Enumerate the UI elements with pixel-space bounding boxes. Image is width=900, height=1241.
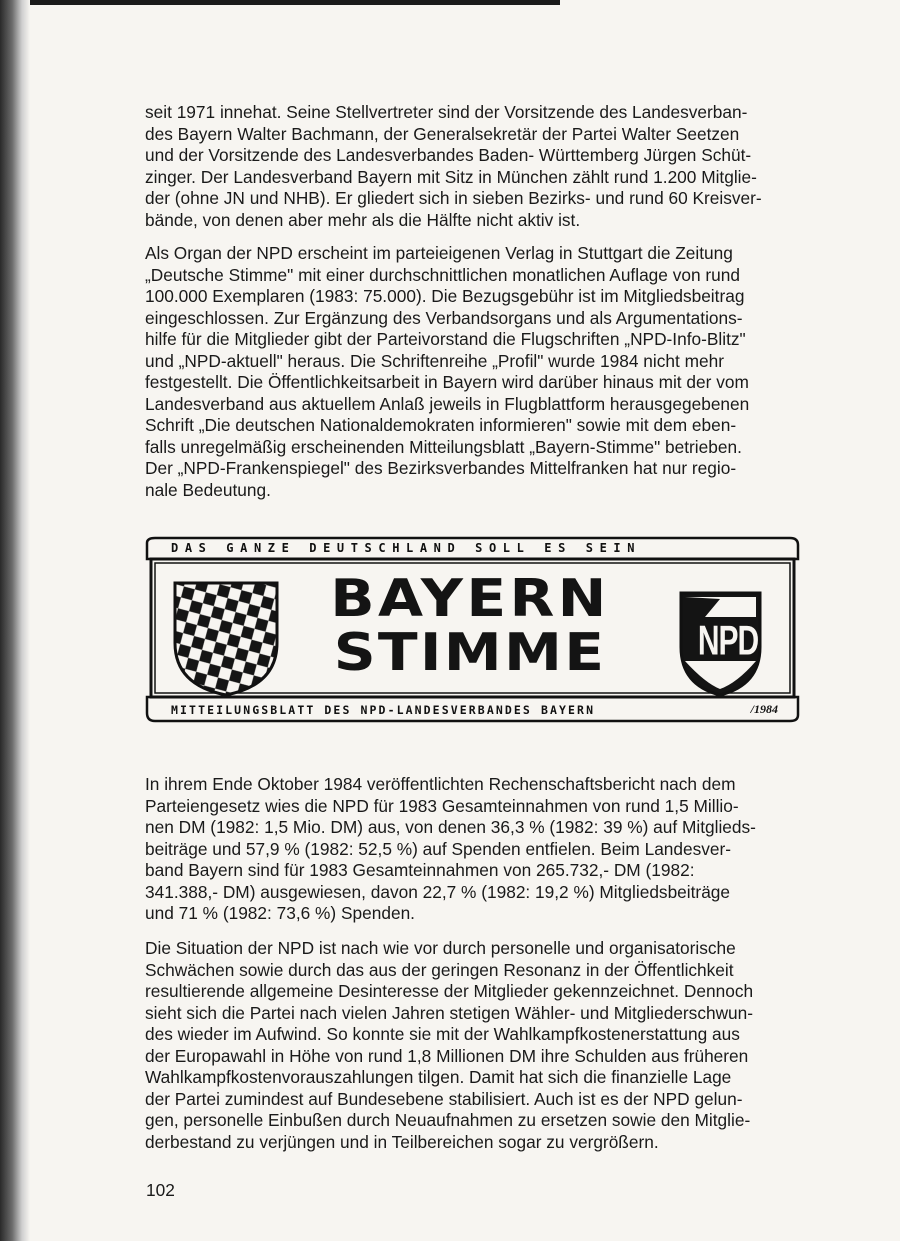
bavaria-shield-icon (175, 583, 277, 695)
paragraph-line: hilfe für die Mitglieder gibt der Parteivorstand die Flugschriften „NPD-Info-Blitz" (145, 329, 746, 349)
paragraph-3 (145, 774, 799, 925)
page-top-edge (0, 0, 560, 5)
masthead-title-line2: STIMME (333, 623, 607, 683)
paragraph-line: Die Situation der NPD ist nach wie vor durch personelle und organisatorische (145, 938, 736, 958)
masthead-year-note: /1984 (750, 702, 778, 716)
paragraph-line: 100.000 Exemplaren (1983: 75.000). Die Bezugsgebühr ist im Mitgliedsbeitrag (145, 286, 745, 306)
paragraph-line: und 71 % (1982: 73,6 %) Spenden. (145, 903, 415, 923)
paragraph-line: band Bayern sind für 1983 Gesamteinnahmen von 265.732,- DM (1982: (145, 860, 695, 880)
paragraph-line: derbestand zu verjüngen und in Teilbereichen sogar zu vergrößern. (145, 1131, 659, 1152)
paragraph-line: sieht sich die Partei nach vielen Jahren stetigen Wähler- und Mitgliederschwun- (145, 1002, 754, 1023)
paragraph-1 (145, 102, 799, 231)
masthead-title-line1: BAYERN (330, 569, 610, 629)
paragraph-line: seit 1971 innehat. Seine Stellvertreter sind der Vorsitzende des Landesverban- (145, 102, 748, 122)
paragraph-line: falls unregelmäßig erscheinenden Mitteilungsblatt „Bayern-Stimme" betrieben. (145, 436, 742, 457)
paragraph-line: der Europawahl in Höhe von rund 1,8 Millionen DM ihre Schulden aus früheren (145, 1045, 749, 1066)
paragraph-line: nale Bedeutung. (145, 479, 271, 500)
paragraph-line: „Deutsche Stimme" mit einer durchschnittlichen monatlichen Auflage von rund (145, 264, 740, 285)
paragraph-line: Schwächen sowie durch das aus der geringen Resonanz in der Öffentlichkeit (145, 959, 734, 980)
paragraph-line: nen DM (1982: 1,5 Mio. DM) aus, von denen 36,3 % (1982: 39 %) auf Mitglieds- (145, 817, 756, 837)
masthead-slogan: DAS GANZE DEUTSCHLAND SOLL ES SEIN (171, 541, 642, 555)
paragraph-line: Der „NPD-Frankenspiegel" des Bezirksverbandes Mittelfranken hat nur regio- (145, 458, 737, 478)
paragraph-line: eingeschlossen. Zur Ergänzung des Verbandsorgans und als Argumentations- (145, 307, 743, 328)
paragraph-line: gen, personelle Einbußen durch Neuaufnahmen zu ersetzen sowie den Mitglie- (145, 1110, 751, 1130)
paragraph-2 (145, 243, 799, 501)
npd-emblem-label: NPD (697, 618, 759, 665)
paragraph-line: zinger. Der Landesverband Bayern mit Sitz in München zählt rund 1.200 Mitglie- (145, 166, 757, 187)
bayern-stimme-masthead (145, 535, 800, 723)
paragraph-line: Schrift „Die deutschen Nationaldemokraten informieren" sowie mit dem eben- (145, 415, 737, 435)
paragraph-line: festgestellt. Die Öffentlichkeitsarbeit in Bayern wird darüber hinaus mit der vom (145, 372, 749, 392)
paragraph-line: der (ohne JN und NHB). Er gliedert sich in sieben Bezirks- und rund 60 Kreisver- (145, 188, 762, 208)
paragraph-line: des Bayern Walter Bachmann, der Generalsekretär der Partei Walter Seetzen (145, 123, 740, 144)
paragraph-line: der Partei zumindest auf Bundesebene stabilisiert. Auch ist es der NPD gelun- (145, 1088, 743, 1109)
paragraph-line: Landesverband aus aktuellem Anlaß jeweils in Flugblattform herausgegebenen (145, 393, 750, 414)
paragraph-line: des wieder im Aufwind. So konnte sie mit der Wahlkampfkostenerstattung aus (145, 1024, 740, 1044)
paragraph-line: bände, von denen aber mehr als die Hälfte nicht aktiv ist. (145, 209, 581, 230)
paragraph-line: Als Organ der NPD erscheint im parteieigenen Verlag in Stuttgart die Zeitung (145, 243, 733, 263)
page-binding-shadow (0, 0, 30, 1241)
paragraph-line: resultierende allgemeine Desinteresse der Mitglieder gekennzeichnet. Dennoch (145, 981, 754, 1001)
paragraph-line: 341.388,- DM) ausgewiesen, davon 22,7 % (1982: 19,2 %) Mitgliedsbeiträge (145, 881, 731, 902)
paragraph-line: und der Vorsitzende des Landesverbandes Baden- Württemberg Jürgen Schüt- (145, 145, 752, 165)
page-number: 102 (146, 1180, 175, 1200)
masthead-subtitle: MITTEILUNGSBLATT DES NPD-LANDESVERBANDES BAYERN (171, 703, 596, 717)
paragraph-line: und „NPD-aktuell" heraus. Die Schriftenreihe „Profil" wurde 1984 nicht mehr (145, 350, 724, 371)
paragraph-line: Parteiengesetz wies die NPD für 1983 Gesamteinnahmen von rund 1,5 Millio- (145, 795, 739, 816)
paragraph-line: Wahlkampfkostenvorauszahlungen tilgen. Damit hat sich die finanzielle Lage (145, 1067, 732, 1087)
paragraph-4 (145, 938, 799, 1153)
paragraph-line: beiträge und 57,9 % (1982: 52,5 %) auf Spenden entfielen. Beim Landesver- (145, 838, 732, 859)
paragraph-line: In ihrem Ende Oktober 1984 veröffentlichten Rechenschaftsbericht nach dem (145, 774, 736, 794)
